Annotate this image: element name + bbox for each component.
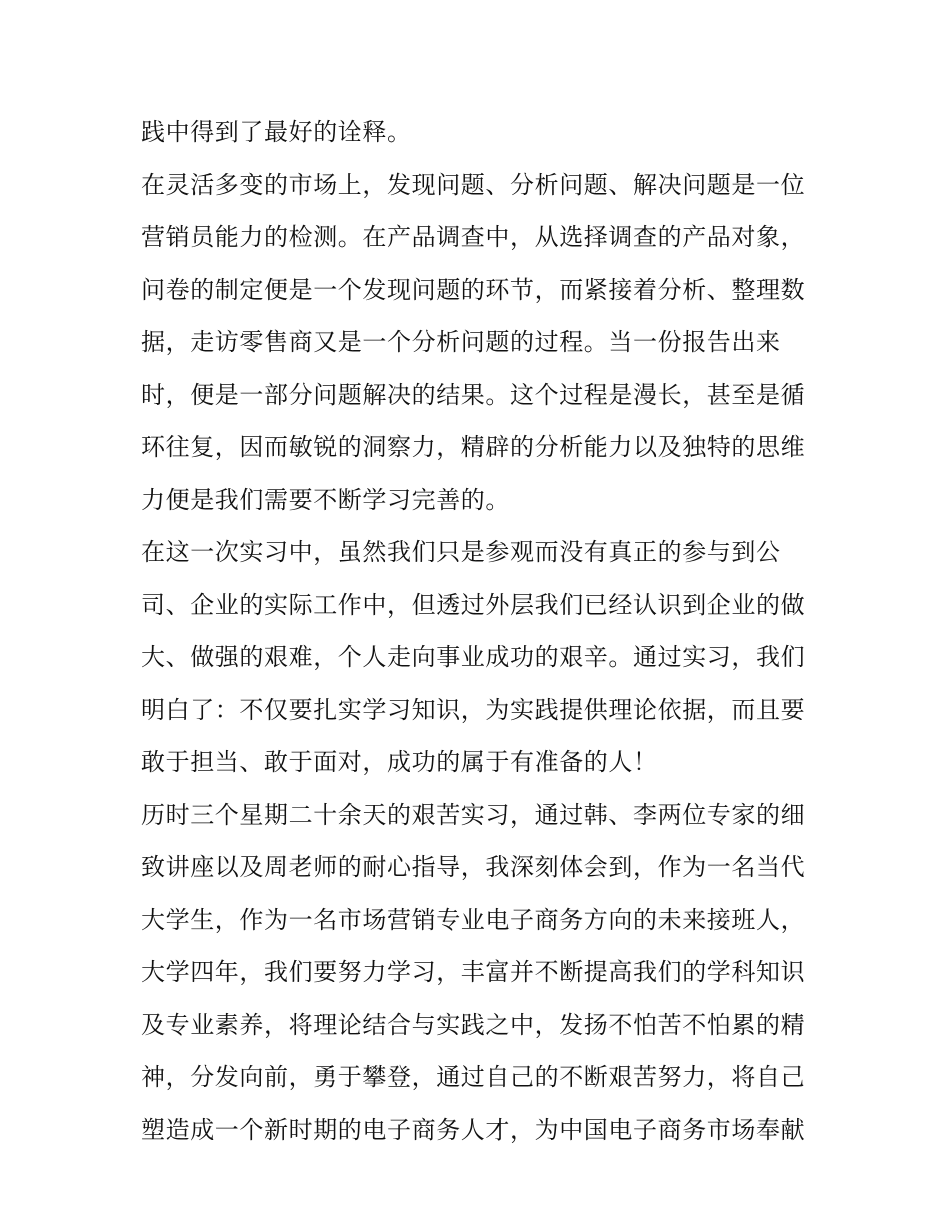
- text-line: 践中得到了最好的诠释。: [141, 118, 412, 146]
- text-line: 问卷的制定便是一个发现问题的环节，而紧接着分析、整理数: [141, 275, 806, 304]
- text-line: 大学生，作为一名市场营销专业电子商务方向的未来接班人，: [141, 905, 806, 934]
- text-line: 塑造成一个新时期的电子商务人才，为中国电子商务市场奉献: [141, 1115, 806, 1144]
- text-line: 致讲座以及周老师的耐心指导，我深刻体会到，作为一名当代: [141, 853, 806, 881]
- text-line: 大学四年，我们要努力学习，丰富并不断提高我们的学科知识: [141, 958, 806, 986]
- text-line: 历时三个星期二十余天的艰苦实习，通过韩、李两位专家的细: [141, 800, 806, 829]
- text-line: 在灵活多变的市场上，发现问题、分析问题、解决问题是一位: [141, 170, 806, 199]
- text-line: 司、企业的实际工作中，但透过外层我们已经认识到企业的做: [141, 590, 806, 619]
- text-line: 营销员能力的检测。在产品调查中，从选择调查的产品对象，: [141, 223, 806, 251]
- text-line: 环往复，因而敏锐的洞察力，精辟的分析能力以及独特的思维: [141, 433, 806, 461]
- text-line: 在这一次实习中，虽然我们只是参观而没有真正的参与到公: [141, 538, 781, 566]
- text-line: 时，便是一部分问题解决的结果。这个过程是漫长，甚至是循: [141, 380, 806, 409]
- text-line: 明白了：不仅要扎实学习知识，为实践提供理论依据，而且要: [141, 695, 806, 724]
- text-line: 力便是我们需要不断学习完善的。: [141, 485, 510, 514]
- text-line: 敢于担当、敢于面对，成功的属于有准备的人！: [141, 748, 658, 776]
- text-line: 及专业素养，将理论结合与实践之中，发扬不怕苦不怕累的精: [141, 1010, 806, 1039]
- body-text: [141, 106, 821, 1156]
- text-line: 神，分发向前，勇于攀登，通过自己的不断艰苦努力，将自己: [141, 1063, 806, 1091]
- text-line: 据，走访零售商又是一个分析问题的过程。当一份报告出来: [141, 328, 781, 356]
- text-line: 大、做强的艰难，个人走向事业成功的艰辛。通过实习，我们: [141, 643, 806, 671]
